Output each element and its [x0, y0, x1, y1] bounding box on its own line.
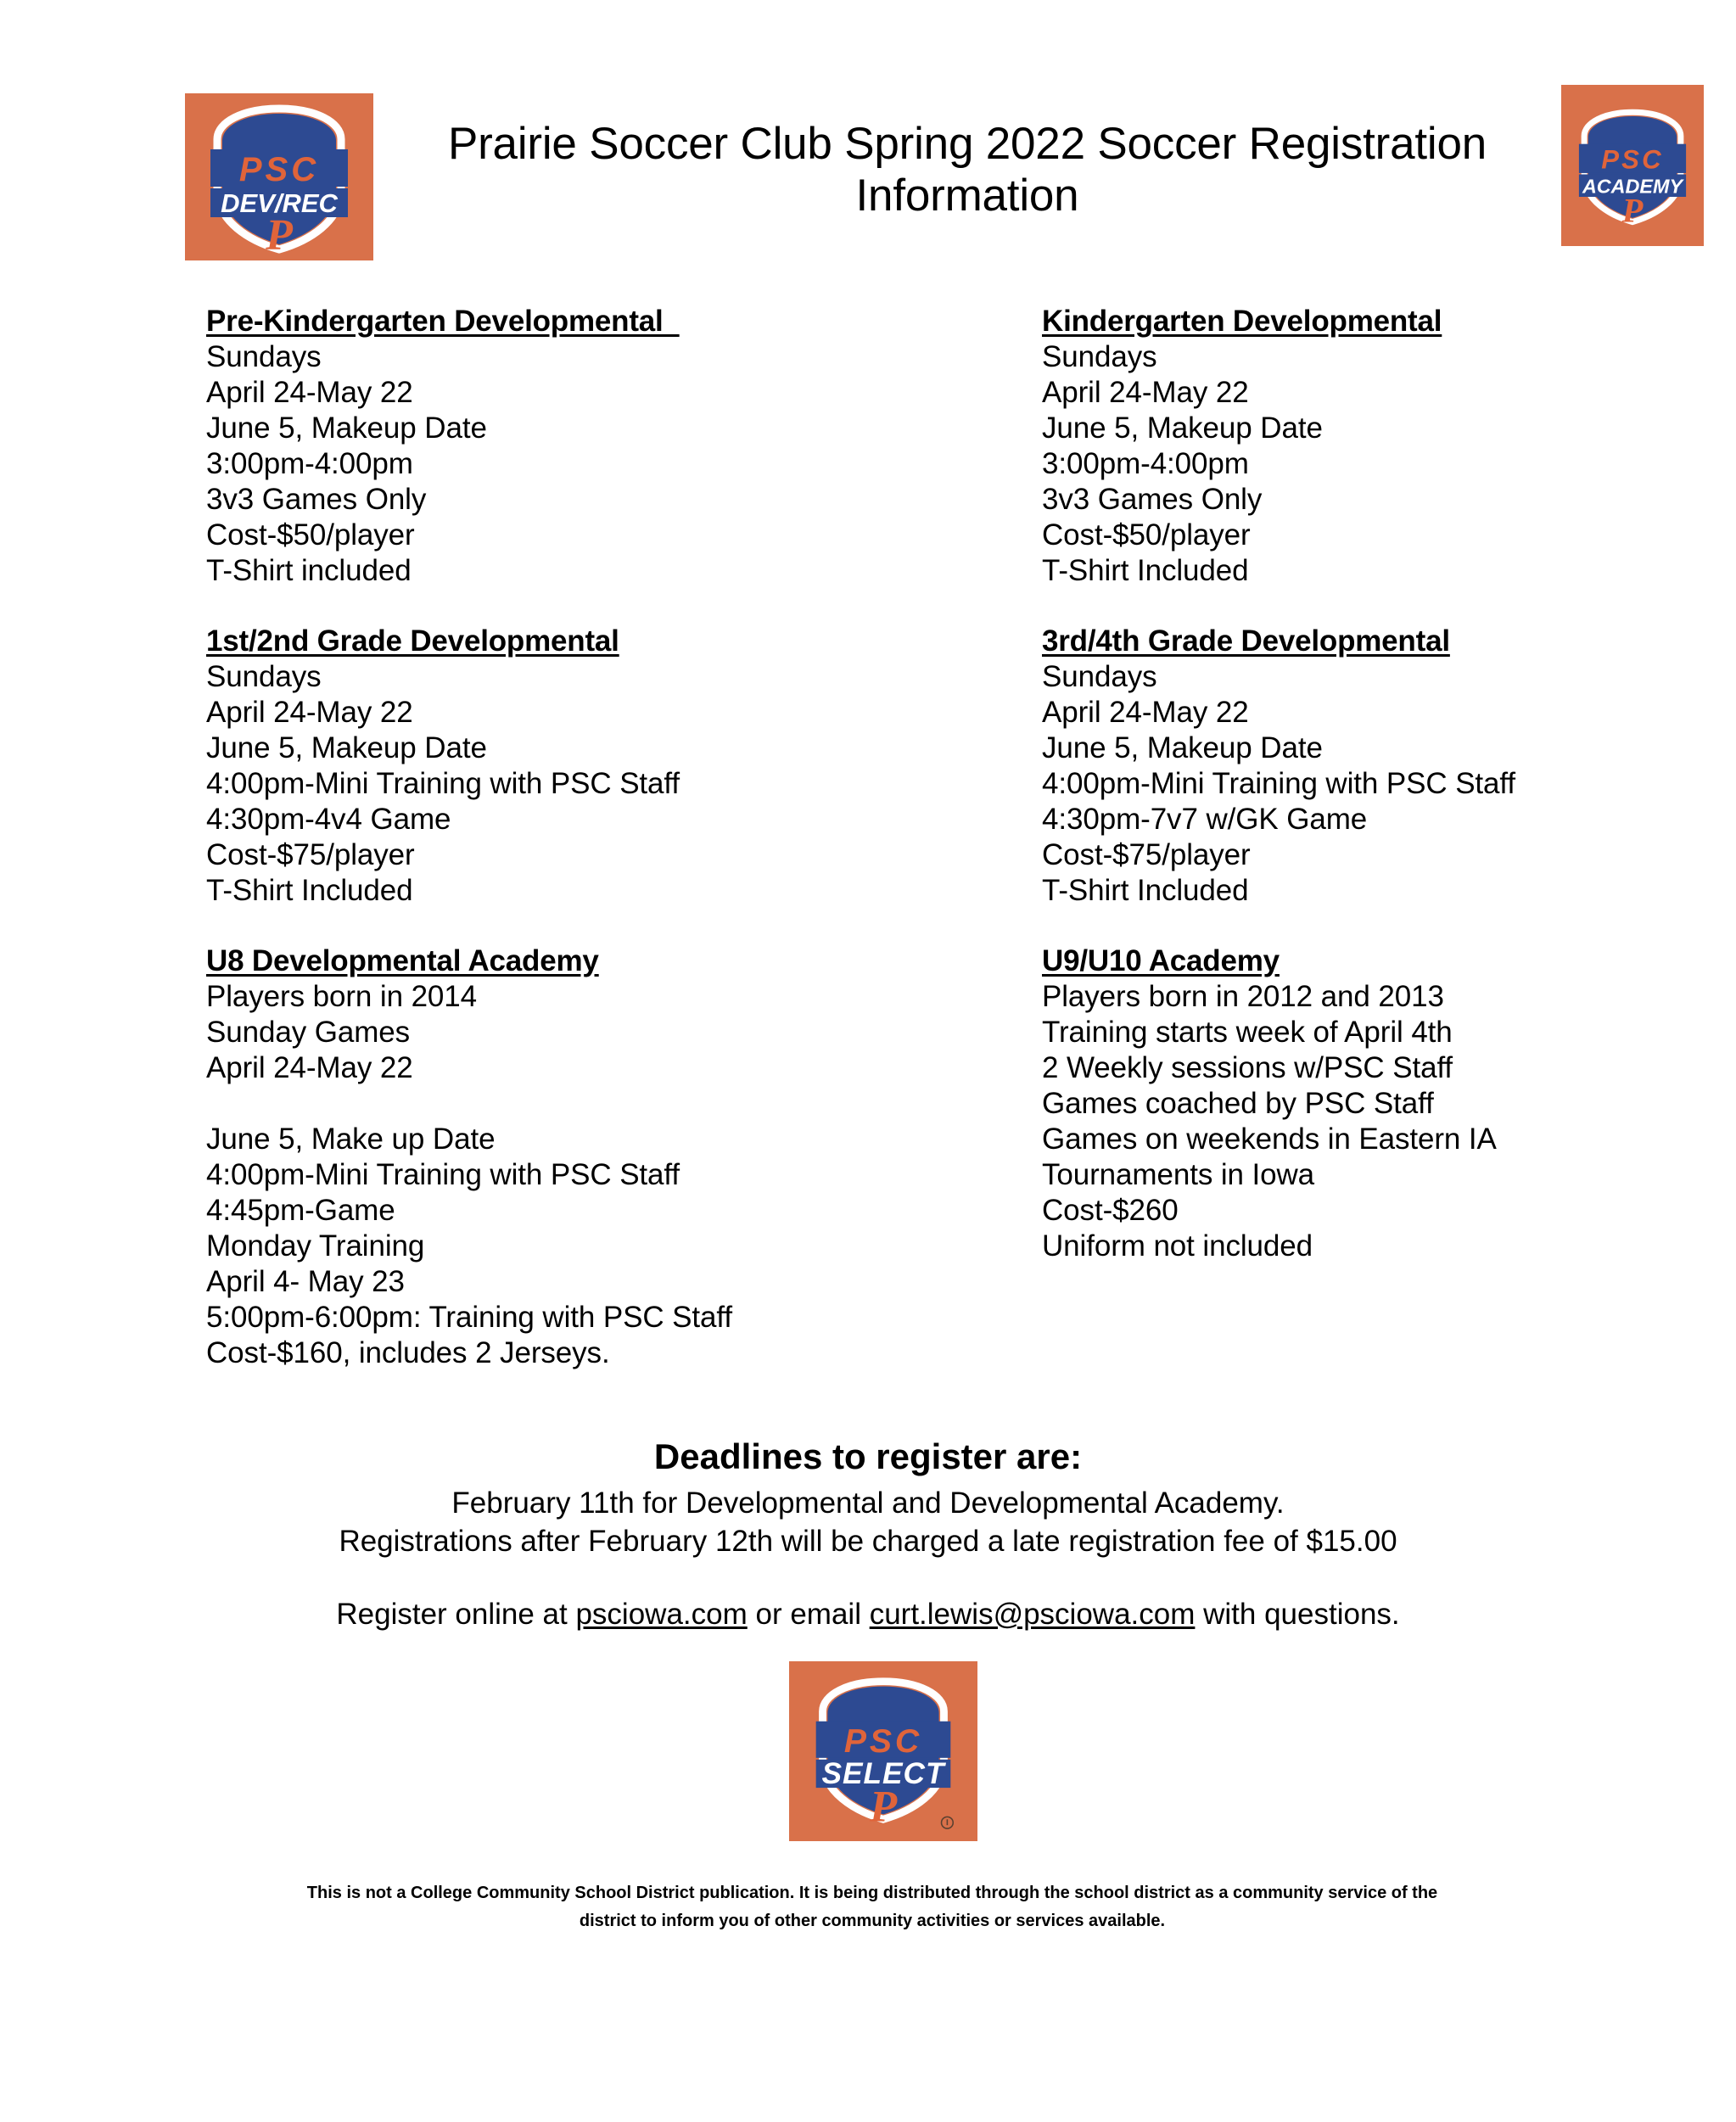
registration-contact-line [0, 1595, 1736, 1634]
program-line: Sundays [206, 660, 322, 693]
psc-dev-rec-shield-icon [199, 98, 360, 255]
deadlines-line-1: February 11th for Developmental and Developmental Academy. [451, 1486, 1285, 1520]
program-line: Tournaments in Iowa [1042, 1158, 1315, 1191]
program-section-u9-u10-academy [1042, 943, 1721, 1264]
psc-wordmark: PSC [843, 1722, 923, 1760]
program-line-blank [206, 1086, 953, 1122]
program-column-right [1042, 304, 1721, 1264]
program-line: Sunday Games [206, 1016, 411, 1049]
disclaimer-footer [206, 1879, 1538, 1935]
program-column-left [206, 304, 953, 1371]
program-line: 4:00pm-Mini Training with PSC Staff [206, 1158, 680, 1191]
program-line: 4:30pm-4v4 Game [206, 803, 451, 836]
program-heading: Kindergarten Developmental [1042, 305, 1442, 338]
program-line: Cost-$160, includes 2 Jerseys. [206, 1336, 610, 1369]
program-line: T-Shirt Included [1042, 874, 1249, 907]
program-line: Uniform not included [1042, 1229, 1313, 1263]
program-line: Sundays [1042, 340, 1157, 373]
program-line: April 24-May 22 [1042, 376, 1249, 409]
document-header [0, 0, 1736, 263]
program-line: Sundays [1042, 660, 1157, 693]
p-monogram: P [1621, 191, 1644, 230]
program-line: April 24-May 22 [1042, 696, 1249, 729]
psc-wordmark: PSC [1601, 144, 1664, 175]
program-line: T-Shirt Included [1042, 554, 1249, 587]
program-line: 3v3 Games Only [1042, 483, 1263, 516]
psc-dev-rec-logo [185, 93, 373, 260]
program-line: 4:00pm-Mini Training with PSC Staff [206, 767, 680, 800]
page-title-line-2: Information [855, 170, 1079, 221]
psc-academy-shield-icon [1570, 90, 1695, 241]
program-line: April 24-May 22 [206, 376, 413, 409]
program-line: Training starts week of April 4th [1042, 1016, 1453, 1049]
program-heading: 1st/2nd Grade Developmental [206, 624, 619, 658]
program-line: 5:00pm-6:00pm: Training with PSC Staff [206, 1301, 733, 1334]
program-line: 3v3 Games Only [206, 483, 427, 516]
program-line: Cost-$50/player [1042, 518, 1251, 551]
deadlines-title: Deadlines to register are: [653, 1436, 1083, 1476]
academy-wordmark: ACADEMY [1582, 175, 1683, 198]
program-heading: Pre-Kindergarten Developmental [206, 305, 680, 338]
program-line: 2 Weekly sessions w/PSC Staff [1042, 1051, 1453, 1084]
program-line: 4:00pm-Mini Training with PSC Staff [1042, 767, 1516, 800]
dev-rec-wordmark: DEV/REC [221, 188, 338, 218]
program-heading: U9/U10 Academy [1042, 944, 1280, 977]
program-line: Monday Training [206, 1229, 425, 1263]
deadlines-spacer [0, 1561, 1736, 1595]
psc-select-logo [789, 1661, 977, 1841]
program-line: 3:00pm-4:00pm [206, 447, 413, 480]
program-line: April 24-May 22 [206, 1051, 413, 1084]
psc-select-shield-icon [800, 1671, 966, 1831]
page-title [373, 119, 1561, 222]
program-line: T-Shirt included [206, 554, 412, 587]
program-line: June 5, Makeup Date [1042, 731, 1323, 764]
register-suffix-text: with questions. [1195, 1597, 1400, 1631]
program-line: Cost-$75/player [206, 838, 415, 871]
psc-wordmark: PSC [238, 151, 320, 188]
p-monogram: P [266, 211, 293, 255]
program-line: Games coached by PSC Staff [1042, 1087, 1434, 1120]
program-line: 4:30pm-7v7 w/GK Game [1042, 803, 1368, 836]
program-line: June 5, Make up Date [206, 1123, 496, 1156]
program-section-u8-developmental-academy [206, 943, 953, 1371]
register-prefix-text: Register online at [336, 1597, 576, 1631]
p-monogram: P [869, 1782, 898, 1831]
program-line: April 24-May 22 [206, 696, 413, 729]
disclaimer-line-1: This is not a College Community School District publication. It is being distributed through the school district as a community service of the [306, 1884, 1438, 1902]
psciowa-website-link[interactable]: psciowa.com [575, 1597, 748, 1631]
program-line: June 5, Makeup Date [1042, 412, 1323, 445]
program-heading: U8 Developmental Academy [206, 944, 599, 977]
contact-email-link[interactable]: curt.lewis@psciowa.com [869, 1597, 1196, 1631]
program-heading: 3rd/4th Grade Developmental [1042, 624, 1450, 658]
page-title-line-1: Prairie Soccer Club Spring 2022 Soccer Registration [447, 119, 1487, 169]
program-line: Cost-$50/player [206, 518, 415, 551]
program-line: June 5, Makeup Date [206, 412, 487, 445]
program-line: T-Shirt Included [206, 874, 413, 907]
program-line: Sundays [206, 340, 322, 373]
program-line: Games on weekends in Eastern IA [1042, 1123, 1497, 1156]
program-line: 4:45pm-Game [206, 1194, 395, 1227]
program-section-3rd-4th-grade-developmental [1042, 624, 1721, 909]
disclaimer-line-2: district to inform you of other community activities or services available. [579, 1912, 1166, 1930]
deadlines-line-2: Registrations after February 12th will be charged a late registration fee of $15.00 [339, 1525, 1397, 1559]
psc-academy-logo [1561, 85, 1704, 246]
program-line: 3:00pm-4:00pm [1042, 447, 1249, 480]
program-line: June 5, Makeup Date [206, 731, 487, 764]
program-line: Players born in 2014 [206, 980, 478, 1013]
program-line: Players born in 2012 and 2013 [1042, 980, 1444, 1013]
register-middle-text: or email [747, 1597, 870, 1631]
program-section-kindergarten-developmental [1042, 304, 1721, 589]
program-line: Cost-$75/player [1042, 838, 1251, 871]
program-line: Cost-$260 [1042, 1194, 1179, 1227]
select-wordmark: SELECT [821, 1757, 945, 1791]
program-section-pre-kindergarten-developmental [206, 304, 953, 589]
program-line: April 4- May 23 [206, 1265, 405, 1298]
deadlines-block [0, 1434, 1736, 1633]
program-section-1st-2nd-grade-developmental [206, 624, 953, 909]
